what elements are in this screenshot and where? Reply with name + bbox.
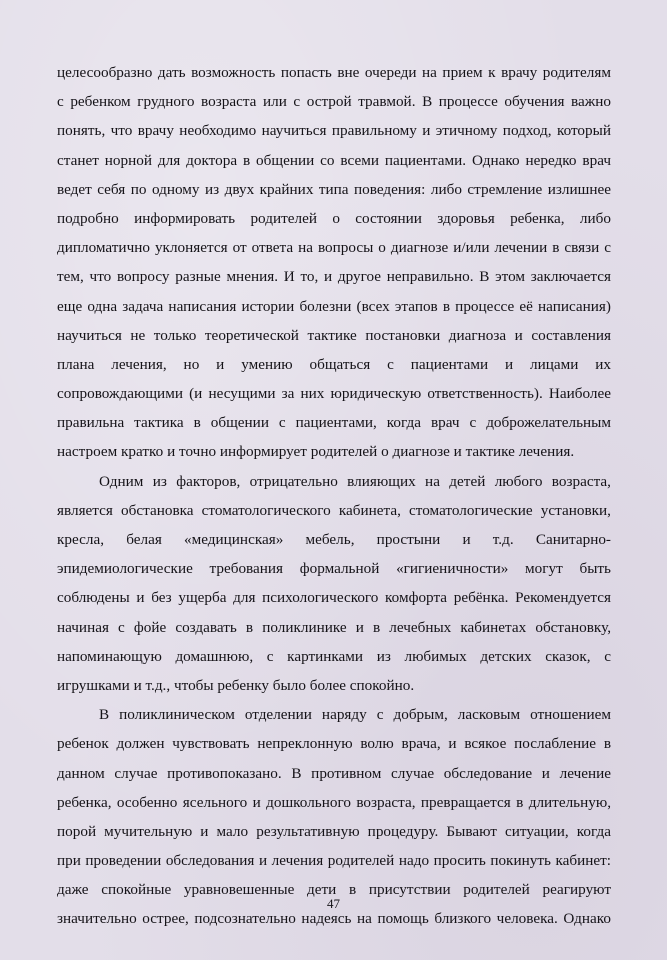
- text-line: дипломатично уклоняется от ответа на вопросы о диагнозе и/или лечении в связи с: [57, 239, 611, 257]
- text-line: настроем кратко и точно информирует родителей о диагнозе и тактике лечения.: [57, 443, 575, 461]
- text-line: напоминающую домашнюю, с картинками из любимых детских сказок, с: [57, 647, 611, 665]
- text-line: ребенка, особенно ясельного и дошкольного возраста, превращается в длительную,: [57, 793, 611, 811]
- text-line: при проведении обследования и лечения родителей надо просить покинуть кабинет:: [57, 852, 611, 870]
- text-line: еще одна задача написания истории болезни (всех этапов в процессе её написания): [57, 297, 611, 315]
- text-line: начиная с фойе создавать в поликлинике и в лечебных кабинетах обстановку,: [57, 618, 611, 636]
- text-line: значительно острее, подсознательно надеясь на помощь близкого человека. Однако: [57, 910, 611, 928]
- text-line: научиться не только теоретической тактике постановки диагноза и составления: [57, 326, 611, 344]
- text-line: ребенок должен чувствовать непреклонную волю врача, и всякое послабление в: [57, 735, 611, 753]
- text-line: понять, что врачу необходимо научиться правильному и этичному подход, который: [57, 122, 611, 140]
- text-line: эпидемиологические требования формальной «гигиеничности» могут быть: [57, 560, 611, 578]
- text-line: подробно информировать родителей о состоянии здоровья ребенка, либо: [57, 209, 611, 227]
- text-line: сопровождающими (и несущими за них юридическую ответственность). Наиболее: [57, 385, 611, 403]
- text-line: соблюдены и без ущерба для психологического комфорта ребёнка. Рекомендуется: [57, 589, 611, 607]
- text-line: станет норной для доктора в общении со всеми пациентами. Однако нередко врач: [57, 151, 611, 169]
- page-number: 47: [327, 896, 340, 911]
- text-line: является обстановка стоматологического кабинета, стоматологические установки,: [57, 501, 611, 519]
- text-line: порой мучительную и мало результативную процедуру. Бывают ситуации, когда: [57, 822, 611, 840]
- text-line: данном случае противопоказано. В противном случае обследование и лечение: [57, 764, 611, 782]
- text-line: с ребенком грудного возраста или с острой травмой. В процессе обучения важно: [57, 93, 611, 111]
- text-line: даже спокойные уравновешенные дети в присутствии родителей реагируют: [57, 881, 611, 899]
- text-line: Одним из факторов, отрицательно влияющих на детей любого возраста,: [99, 472, 611, 490]
- text-line: тем, что вопросу разные мнения. И то, и другое неправильно. В этом заключается: [57, 268, 611, 286]
- text-line: правильна тактика в общении с пациентами, когда врач с доброжелательным: [57, 414, 611, 432]
- text-line: кресла, белая «медицинская» мебель, простыни и т.д. Санитарно-: [57, 531, 611, 548]
- text-line: игрушками и т.д., чтобы ребенку было более спокойно.: [57, 676, 415, 694]
- text-line: ведет себя по одному из двух крайних типа поведения: либо стремление излишнее: [57, 180, 611, 198]
- text-line: В поликлиническом отделении наряду с добрым, ласковым отношением: [99, 706, 611, 724]
- text-line: плана лечения, но и умению общаться с пациентами и лицами их: [57, 355, 611, 373]
- body-text: [57, 58, 611, 934]
- text-line: целесообразно дать возможность попасть вне очереди на прием к врачу родителям: [57, 64, 611, 81]
